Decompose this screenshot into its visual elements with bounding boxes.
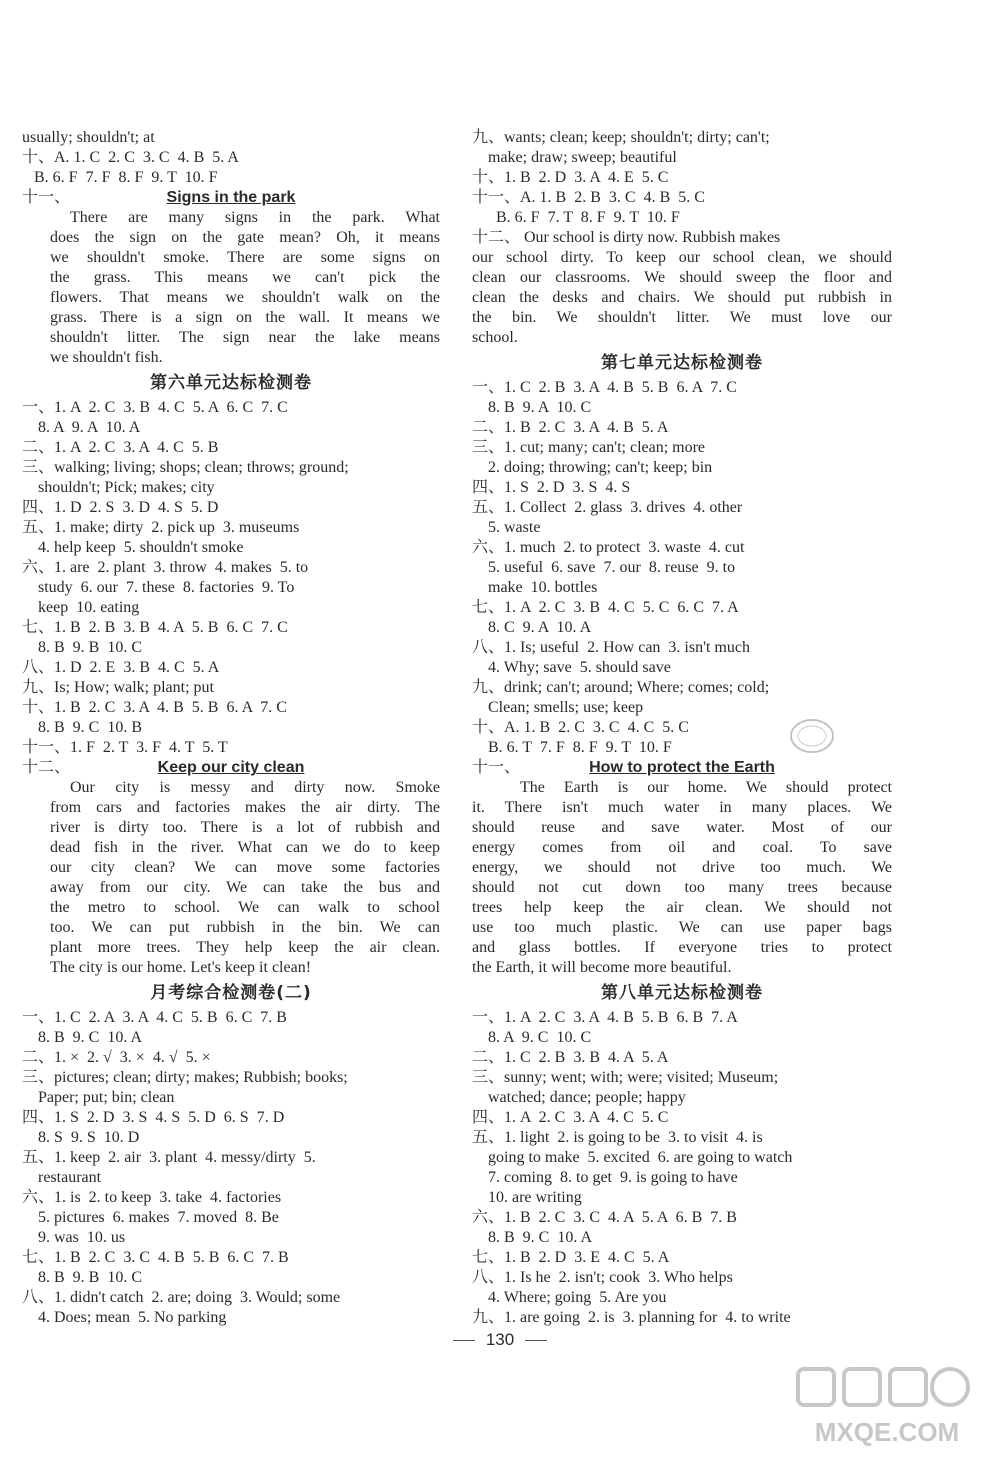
answer-line: 十一、A. 1. B 2. B 3. C 4. B 5. C [472, 189, 705, 206]
essay-line: the grass. This means we can't pick the [50, 269, 440, 286]
answers-section-7 [472, 378, 892, 758]
essay-keep-our-city-clean [22, 778, 440, 978]
answer-line: 三、walking; living; shops; clean; throws; ground; [22, 459, 349, 476]
answer-line: 九、wants; clean; keep; shouldn't; dirty; can't; [472, 129, 770, 146]
answer-line: 九、1. are going 2. is 3. planning for 4. to write [472, 1309, 791, 1326]
answer-line: 九、drink; can't; around; Where; comes; cold; [472, 679, 770, 696]
answer-line: 9. was 10. us [22, 1229, 126, 1246]
answer-line: 十一、1. F 2. T 3. F 4. T 5. T [22, 739, 228, 756]
answers-block-top-left [22, 128, 440, 188]
essay-line: and glass bottles. If everyone tries to protect [472, 939, 892, 956]
essay-line: we shouldn't smoke. There are some signs on [50, 249, 440, 266]
essay-line: our school dirty. To keep our school clean, we should [472, 249, 892, 266]
essay-line: school. [472, 329, 518, 346]
essay-title: How to protect the Earth [589, 759, 775, 776]
section-heading: 第六单元达标检测卷 [150, 373, 312, 393]
answer-line: 八、1. Is he 2. isn't; cook 3. Who helps [472, 1269, 733, 1286]
answer-line: 5. useful 6. save 7. our 8. reuse 9. to [472, 559, 736, 576]
section-heading: 月考综合检测卷(二) [150, 983, 312, 1003]
answer-line: make 10. bottles [472, 579, 598, 596]
answer-line: 7. coming 8. to get 9. is going to have [472, 1169, 738, 1186]
answer-line: 四、1. D 2. S 3. D 4. S 5. D [22, 499, 219, 516]
answer-line: Paper; put; bin; clean [22, 1089, 175, 1106]
answer-line: 8. A 9. C 10. C [472, 1029, 592, 1046]
answer-line: 五、1. Collect 2. glass 3. drives 4. other [472, 499, 743, 516]
answer-line: 4. Where; going 5. Are you [472, 1289, 667, 1306]
essay-signs-in-the-park [22, 208, 440, 368]
answer-line: 4. Why; save 5. should save [472, 659, 671, 676]
essay-title: Keep our city clean [157, 759, 305, 776]
essay-line: it. There isn't much water in many places. We [472, 799, 892, 816]
answer-line: 五、1. make; dirty 2. pick up 3. museums [22, 519, 300, 536]
answers-block-top-right [472, 128, 892, 228]
page-number-footer [0, 1330, 1000, 1350]
essay-line: should not cut down too many trees because [472, 879, 892, 896]
answer-line: study 6. our 7. these 8. factories 9. To [22, 579, 295, 596]
essay-line: Our city is messy and dirty now. Smoke [70, 779, 440, 796]
answer-line: 二、1. B 2. C 3. A 4. B 5. A [472, 419, 669, 436]
essay-line: energy comes from oil and coal. To save [472, 839, 892, 856]
answer-line: B. 6. F 7. T 8. F 9. T 10. F [472, 209, 680, 226]
essay-title-row [472, 758, 892, 778]
answer-line: 二、1. A 2. C 3. A 4. C 5. B [22, 439, 219, 456]
answer-line: 8. A 9. A 10. A [22, 419, 141, 436]
answers-section-8 [472, 1008, 892, 1328]
answer-line: 七、1. B 2. B 3. B 4. A 5. B 6. C 7. C [22, 619, 288, 636]
essay-title-row [22, 188, 440, 208]
essay-line: flowers. That means we shouldn't walk on the [50, 289, 440, 306]
answers-section-6 [22, 398, 440, 758]
essay-line: plant more trees. They help keep the air clean. [50, 939, 440, 956]
answer-line: 九、Is; How; walk; plant; put [22, 679, 214, 696]
answer-line: 三、pictures; clean; dirty; makes; Rubbish; books; [22, 1069, 348, 1086]
answer-line: 二、1. C 2. B 3. B 4. A 5. A [472, 1049, 669, 1066]
answer-line: 四、1. S 2. D 3. S 4. S 5. D 6. S 7. D [22, 1109, 285, 1126]
answer-line: 三、1. cut; many; can't; clean; more [472, 439, 706, 456]
answer-line: B. 6. F 7. F 8. F 9. T 10. F [22, 169, 218, 186]
answer-line: keep 10. eating [22, 599, 140, 616]
answer-line: make; draw; sweep; beautiful [472, 149, 677, 166]
essay-line: we shouldn't fish. [50, 349, 163, 366]
essay-line: from cars and factories makes the air dirty. The [50, 799, 440, 816]
question-label: 十一、 [22, 189, 71, 206]
answer-line: 8. B 9. A 10. C [472, 399, 592, 416]
answer-line: 一、1. C 2. A 3. A 4. C 5. B 6. C 7. B [22, 1009, 287, 1026]
answers-monthly-test [22, 1008, 440, 1328]
answer-line: 二、1. × 2. √ 3. × 4. √ 5. × [22, 1049, 211, 1066]
essay-line: should reuse and save water. Most of our [472, 819, 892, 836]
essay-line: the Earth, it will become more beautiful. [472, 959, 732, 976]
answer-line: 六、1. are 2. plant 3. throw 4. makes 5. to [22, 559, 309, 576]
answer-line: shouldn't; Pick; makes; city [22, 479, 215, 496]
section-heading: 第八单元达标检测卷 [601, 983, 763, 1003]
answer-line: 八、1. didn't catch 2. are; doing 3. Would; some [22, 1289, 341, 1306]
answer-line: 8. B 9. B 10. C [22, 639, 143, 656]
question-label: 十二、 [22, 759, 71, 776]
section-heading: 第七单元达标检测卷 [601, 353, 763, 373]
answer-line: 一、1. C 2. B 3. A 4. B 5. B 6. A 7. C [472, 379, 737, 396]
page-number: 130 [485, 1330, 515, 1349]
answer-line: 六、1. B 2. C 3. C 4. A 5. A 6. B 7. B [472, 1209, 737, 1226]
question-label: 十一、 [472, 759, 521, 776]
essay-line: There are many signs in the park. What [70, 209, 440, 226]
essay-line: use too much plastic. We can use paper bags [472, 919, 892, 936]
answer-line: 四、1. S 2. D 3. S 4. S [472, 479, 631, 496]
answer-line: restaurant [22, 1169, 102, 1186]
essay-line: our city clean? We can move some factories [50, 859, 440, 876]
answer-line: 2. doing; throwing; can't; keep; bin [472, 459, 713, 476]
answer-line: 5. pictures 6. makes 7. moved 8. Be [22, 1209, 279, 1226]
watermark-logo-icon [792, 1363, 982, 1453]
answer-line: 10. are writing [472, 1189, 582, 1206]
answer-line: 十、A. 1. C 2. C 3. C 4. B 5. A [22, 149, 239, 166]
essay-line: energy, we should not drive too much. We [472, 859, 892, 876]
answer-line: 七、1. A 2. C 3. B 4. C 5. C 6. C 7. A [472, 599, 739, 616]
answer-line: 8. S 9. S 10. D [22, 1129, 140, 1146]
essay-title-row [22, 758, 440, 778]
essay-line: grass. There is a sign on the wall. It means we [50, 309, 440, 326]
answer-line: going to make 5. excited 6. are going to watch [472, 1149, 793, 1166]
essay-line: The city is our home. Let's keep it clean! [50, 959, 312, 976]
essay-how-to-protect-the-earth [472, 778, 892, 978]
essay-our-school [472, 228, 892, 348]
answer-line: 8. C 9. A 10. A [472, 619, 592, 636]
answer-line: usually; shouldn't; at [22, 129, 155, 146]
essay-line: The Earth is our home. We should protect [520, 779, 892, 796]
answer-line: B. 6. T 7. F 8. F 9. T 10. F [472, 739, 672, 756]
answer-line: watched; dance; people; happy [472, 1089, 686, 1106]
watermark-text: MXQE.COM [814, 1417, 960, 1447]
answer-line: 5. waste [472, 519, 541, 536]
answer-line: 七、1. B 2. C 3. C 4. B 5. B 6. C 7. B [22, 1249, 289, 1266]
essay-line: clean our classrooms. We should sweep the floor and [472, 269, 892, 286]
answer-line: 8. B 9. C 10. B [22, 719, 143, 736]
essay-line: dead fish in the river. What can we do to keep [50, 839, 440, 856]
footer-dash-right [525, 1340, 547, 1341]
essay-line: shouldn't litter. The sign near the lake means [50, 329, 440, 346]
answer-line: 一、1. A 2. C 3. A 4. B 5. B 6. B 7. A [472, 1009, 738, 1026]
answer-line: 8. B 9. C 10. A [22, 1029, 143, 1046]
essay-line: the metro to school. We can walk to school [50, 899, 440, 916]
answer-line: 六、1. much 2. to protect 3. waste 4. cut [472, 539, 745, 556]
answer-line: Clean; smells; use; keep [472, 699, 644, 716]
answer-line: 8. B 9. C 10. A [472, 1229, 593, 1246]
answer-line: 三、sunny; went; with; were; visited; Museum; [472, 1069, 779, 1086]
answer-line: 8. B 9. B 10. C [22, 1269, 143, 1286]
answer-line: 4. Does; mean 5. No parking [22, 1309, 227, 1326]
answer-line: 六、1. is 2. to keep 3. take 4. factories [22, 1189, 282, 1206]
stamp-mark-icon [788, 716, 836, 756]
answer-line: 七、1. B 2. D 3. E 4. C 5. A [472, 1249, 670, 1266]
answer-line: 八、1. D 2. E 3. B 4. C 5. A [22, 659, 220, 676]
essay-line: trees help keep the air clean. We should not [472, 899, 892, 916]
essay-line: away from our city. We can take the bus and [50, 879, 440, 896]
answer-line: 一、1. A 2. C 3. B 4. C 5. A 6. C 7. C [22, 399, 288, 416]
answer-line: 十、1. B 2. C 3. A 4. B 5. B 6. A 7. C [22, 699, 287, 716]
essay-line: river is dirty too. There is a lot of rubbish and [50, 819, 440, 836]
essay-line: clean the desks and chairs. We should put rubbish in [472, 289, 892, 306]
answer-line: 五、1. keep 2. air 3. plant 4. messy/dirty 5. [22, 1149, 316, 1166]
answer-line: 四、1. A 2. C 3. A 4. C 5. C [472, 1109, 669, 1126]
footer-dash-left [453, 1340, 475, 1341]
answer-line: 十、1. B 2. D 3. A 4. E 5. C [472, 169, 669, 186]
left-column [22, 128, 440, 1328]
answer-line: 八、1. Is; useful 2. How can 3. isn't much [472, 639, 750, 656]
answer-line: 五、1. light 2. is going to be 3. to visit 4. is [472, 1129, 763, 1146]
answer-line: 十、A. 1. B 2. C 3. C 4. C 5. C [472, 719, 689, 736]
essay-line: does the sign on the gate mean? Oh, it means [50, 229, 440, 246]
essay-title: Signs in the park [166, 189, 296, 206]
answer-line: 4. help keep 5. shouldn't smoke [22, 539, 244, 556]
essay-line: 十二、 Our school is dirty now. Rubbish makes [472, 229, 781, 246]
essay-line: too. We can put rubbish in the bin. We can [50, 919, 440, 936]
essay-line: the bin. We shouldn't litter. We must love our [472, 309, 892, 326]
